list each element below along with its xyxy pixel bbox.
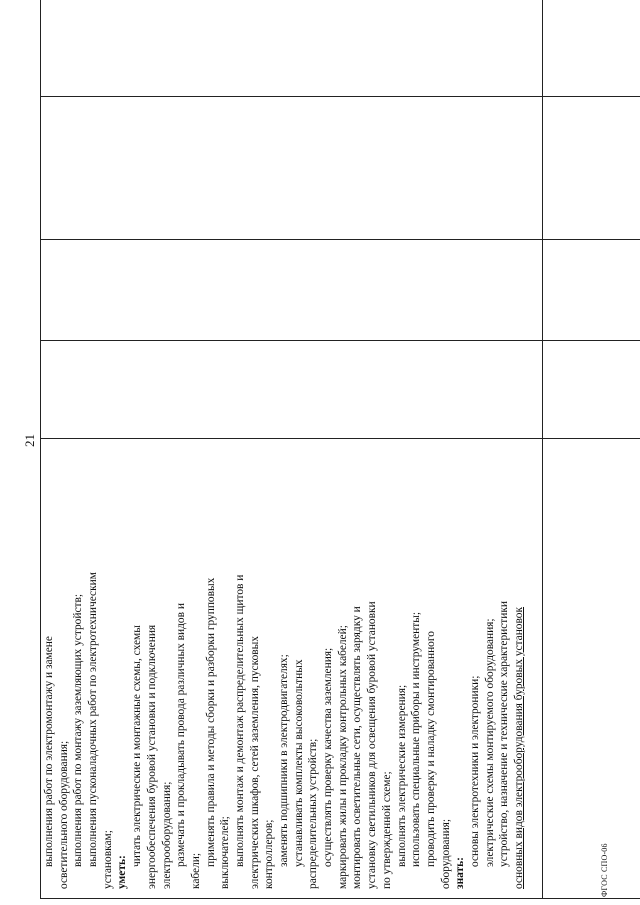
text-line: основных видов электрооборудования буровых установок xyxy=(513,606,525,889)
column-divider-4 xyxy=(40,96,640,97)
competency-text-cell xyxy=(42,443,542,889)
text-line: выполнения работ по электромонтажу и замене xyxy=(43,636,55,867)
table-bottom-border xyxy=(542,0,543,899)
text-line: размечать и прокладывать провода различных видов и xyxy=(175,603,188,867)
table-top-border xyxy=(40,0,41,899)
text-line: читать электрические и монтажные схемы, схемы xyxy=(131,625,144,867)
text-line: осуществлять проверку качества заземления; xyxy=(322,647,335,867)
text-line: установкам; xyxy=(101,830,114,889)
text-line: кабели; xyxy=(189,852,202,889)
text-line: выключателей; xyxy=(219,816,232,889)
text-line: основы электротехники и электроники; xyxy=(468,675,481,867)
table-left-edge xyxy=(40,898,640,899)
text-line: энергообеспечения буровой установки и подключения xyxy=(145,624,158,889)
text-line: выполнения пусконаладочных работ по электротехническим xyxy=(87,572,100,867)
text-line: применять правила и методы сборки и разборки групповых xyxy=(204,577,217,867)
text-line: по утвержденной схеме; xyxy=(380,771,393,889)
text-line: выполнять монтаж и демонтаж распределительных щитов и xyxy=(233,574,246,867)
text-line: осветительного оборудования; xyxy=(57,740,70,889)
section-heading: знать: xyxy=(454,857,467,889)
text-line: маркировать жилы и прокладку контрольных кабелей; xyxy=(336,625,349,889)
column-divider-1 xyxy=(40,438,640,439)
text-line: электрические схемы монтируемого оборудования; xyxy=(483,618,496,867)
text-line: устройство, назначение и технические характеристики xyxy=(498,601,511,867)
text-line: использовать специальные приборы и инструменты; xyxy=(410,611,423,867)
text-line: выполнения работ по монтажу заземляющих устройств; xyxy=(72,593,85,867)
page-number: 21 xyxy=(22,434,37,447)
text-line: монтировать осветительные сети, осуществлять зарядку и xyxy=(351,606,364,889)
text-line: заменять подшипники в электродвигателях; xyxy=(278,654,290,867)
footer-code: ФГОС СПО-06 xyxy=(600,843,609,897)
text-line: устанавливать комплекты высоковольтных xyxy=(292,659,305,867)
column-divider-2 xyxy=(40,340,640,341)
text-line: электрооборудования; xyxy=(160,781,173,889)
column-divider-3 xyxy=(40,239,640,240)
text-line: выполнять электрические измерения; xyxy=(395,684,408,867)
text-line: установку светильников для освещения буровой установки xyxy=(366,601,379,889)
text-line: оборудования; xyxy=(439,818,452,889)
section-heading: уметь: xyxy=(116,855,129,889)
text-line: электрических шкафов, сетей заземления, пусковых xyxy=(248,636,261,889)
text-line: проводить проверку и наладку смонтированного xyxy=(424,631,437,867)
text-line: контроллеров; xyxy=(263,819,276,889)
text-line: распределительных устройств; xyxy=(307,738,320,889)
